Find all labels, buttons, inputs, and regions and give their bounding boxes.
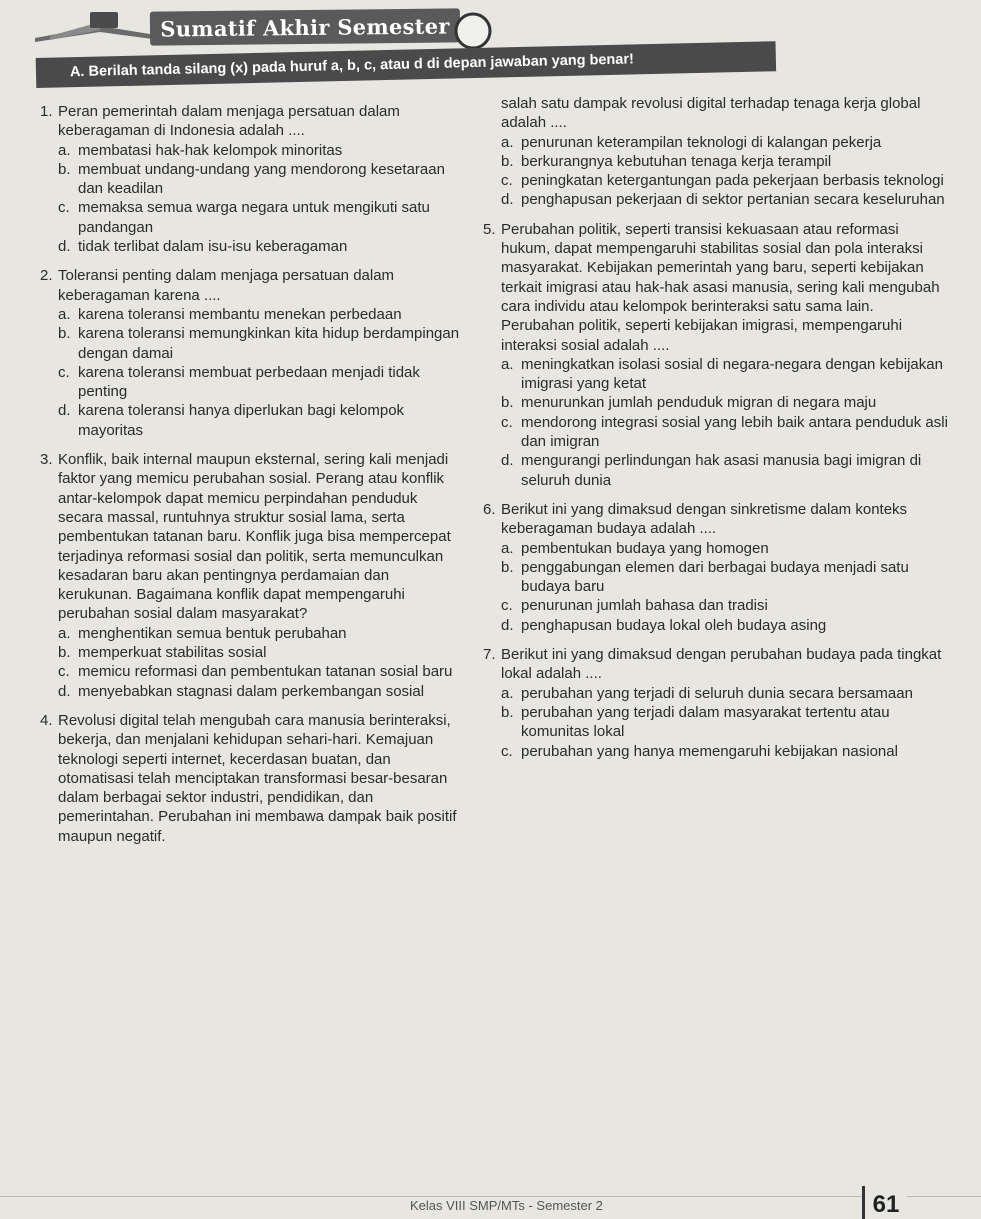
answer-option[interactable] (40, 682, 460, 701)
option-letter[interactable]: b. (501, 703, 514, 721)
option-text: pembentukan budaya yang homogen (521, 539, 769, 557)
option-text: karena toleransi hanya diperlukan bagi kelompok mayoritas (78, 402, 405, 439)
option-letter[interactable]: c. (501, 597, 513, 615)
answer-options (483, 133, 948, 210)
question-item (483, 500, 948, 635)
instruction-text: A. Berilah tanda silang (x) pada huruf a, b, c, atau d di depan jawaban yang benar! (36, 41, 776, 88)
option-text: penurunan keterampilan teknologi di kalangan pekerja (521, 133, 882, 151)
question-item (483, 220, 948, 490)
left-column (40, 102, 460, 856)
option-text: perubahan yang terjadi dalam masyarakat tertentu atau komunitas lokal (521, 703, 890, 741)
option-text: meningkatkan isolasi sosial di negara-negara dengan kebijakan imigrasi yang ketat (521, 355, 943, 393)
answer-option[interactable] (483, 171, 948, 190)
question-number: 2. (40, 267, 53, 285)
answer-option[interactable] (483, 684, 948, 703)
option-text: tidak terlibat dalam isu-isu keberagaman (78, 238, 348, 256)
option-text: menurunkan jumlah penduduk migran di negara maju (521, 394, 877, 412)
option-letter[interactable]: a. (58, 624, 71, 642)
answer-option[interactable] (40, 624, 460, 643)
answer-option[interactable] (483, 393, 948, 412)
answer-option[interactable] (40, 363, 460, 402)
answer-option[interactable] (40, 643, 460, 662)
answer-options (40, 305, 460, 440)
option-letter[interactable]: d. (58, 238, 71, 256)
option-letter[interactable]: c. (501, 413, 513, 431)
answer-option[interactable] (40, 160, 460, 199)
option-text: memaksa semua warga negara untuk mengikuti satu pandangan (78, 199, 430, 236)
option-text: karena toleransi membantu menekan perbedaan (78, 305, 402, 323)
question-text: Toleransi penting dalam menjaga persatuan dalam keberagaman karena .... (58, 267, 395, 304)
option-letter[interactable]: c. (501, 172, 513, 190)
question-item (483, 94, 948, 210)
option-letter[interactable]: b. (501, 152, 514, 170)
option-text: perubahan yang terjadi di seluruh dunia secara bersamaan (521, 684, 913, 702)
option-text: berkurangnya kebutuhan tenaga kerja terampil (521, 152, 832, 170)
question-number: 3. (40, 451, 53, 469)
question-number: 1. (40, 103, 53, 120)
option-text: penghapusan pekerjaan di sektor pertanian secara keseluruhan (521, 191, 945, 209)
circle-decoration (452, 10, 494, 52)
question-text: Perubahan politik, seperti transisi kekuasaan atau reformasi hukum, dapat mempengaruhi stabilitas sosial dan pola interaksi masyarakat. Kebijakan pemerintah yang baru, seperti kebijakan terkait imigrasi atau hak-hak asasi manusia, sering kali mengubah cara individu atau kelompok berinteraksi satu sama lain. Perubahan politik, seperti kebijakan imigrasi, mempengaruhi interaksi sosial adalah .... (501, 220, 940, 354)
option-text: mengurangi perlindungan hak asasi manusia bagi imigran di seluruh dunia (521, 452, 922, 489)
answer-option[interactable] (483, 539, 948, 558)
option-text: karena toleransi membuat perbedaan menjadi tidak penting (78, 363, 420, 401)
answer-option[interactable] (40, 237, 460, 256)
answer-options (40, 141, 460, 257)
footer-text: Kelas VIII SMP/MTs - Semester 2 (410, 1198, 603, 1213)
option-letter[interactable]: d. (501, 452, 514, 470)
question-text: Peran pemerintah dalam menjaga persatuan dalam keberagaman di Indonesia adalah .... (58, 103, 400, 140)
answer-option[interactable] (483, 703, 948, 742)
option-letter[interactable]: d. (58, 682, 71, 700)
question-text: Konflik, baik internal maupun eksternal, sering kali menjadi faktor yang memicu perubahan sosial. Perang atau konflik antar-kelompok dapat memicu perpindahan penduduk secara massal, runtuhnya struktur sosial lama, serta pembentukan tatanan baru. Konflik juga bisa mempercepat terjadinya reformasi sosial dan politik, serta memunculkan kesadaran baru akan pentingnya perdamaian dan kerukunan. Bagaimana konflik dapat mempengaruhi perubahan sosial dalam masyarakat? (58, 451, 451, 623)
question-item (483, 645, 948, 761)
option-letter[interactable]: a. (501, 539, 514, 557)
option-letter[interactable]: b. (58, 325, 71, 343)
answer-options (483, 355, 948, 490)
option-text: memicu reformasi dan pembentukan tatanan sosial baru (78, 663, 453, 681)
answer-option[interactable] (483, 413, 948, 452)
option-text: penurunan jumlah bahasa dan tradisi (521, 597, 768, 615)
answer-option[interactable] (483, 152, 948, 171)
option-letter[interactable]: a. (58, 305, 71, 323)
question-item (40, 450, 460, 701)
option-letter[interactable]: c. (58, 663, 70, 681)
question-item (40, 102, 460, 256)
question-text: Berikut ini yang dimaksud dengan perubahan budaya pada tingkat lokal adalah .... (501, 646, 942, 683)
option-text: membuat undang-undang yang mendorong kesetaraan dan keadilan (78, 160, 445, 198)
option-text: menghentikan semua bentuk perubahan (78, 624, 347, 642)
answer-option[interactable] (483, 133, 948, 152)
answer-option[interactable] (40, 324, 460, 363)
option-text: perubahan yang hanya memengaruhi kebijakan nasional (521, 742, 898, 760)
option-text: memperkuat stabilitas sosial (78, 644, 267, 662)
option-text: karena toleransi memungkinkan kita hidup berdampingan dengan damai (78, 325, 460, 362)
option-letter[interactable]: a. (501, 684, 514, 702)
option-letter[interactable]: b. (58, 644, 71, 662)
question-text: salah satu dampak revolusi digital terhadap tenaga kerja global adalah .... (501, 95, 921, 132)
question-number: 4. (40, 711, 53, 729)
answer-option[interactable] (40, 401, 460, 440)
answer-options (40, 624, 460, 701)
option-text: menyebabkan stagnasi dalam perkembangan sosial (78, 682, 425, 700)
option-letter[interactable]: d. (501, 616, 514, 634)
option-text: penggabungan elemen dari berbagai budaya menjadi satu budaya baru (521, 558, 909, 596)
option-text: peningkatan ketergantungan pada pekerjaan berbasis teknologi (521, 172, 944, 190)
answer-options (483, 539, 948, 635)
answer-options (483, 684, 948, 761)
option-letter[interactable]: b. (501, 558, 514, 576)
page-title: Sumatif Akhir Semester (150, 8, 460, 45)
answer-option[interactable] (40, 198, 460, 237)
question-item (40, 711, 460, 846)
option-letter[interactable]: c. (58, 363, 70, 381)
answer-option[interactable] (483, 355, 948, 394)
option-letter[interactable]: a. (58, 141, 71, 159)
answer-option[interactable] (483, 616, 948, 635)
question-number: 6. (483, 500, 496, 518)
option-text: mendorong integrasi sosial yang lebih baik antara penduduk asli dan imigran (521, 413, 948, 451)
answer-option[interactable] (40, 141, 460, 160)
answer-option[interactable] (40, 662, 460, 681)
option-text: penghapusan budaya lokal oleh budaya asing (521, 616, 827, 634)
option-letter[interactable]: b. (58, 160, 71, 178)
option-text: membatasi hak-hak kelompok minoritas (78, 141, 343, 159)
question-text: Revolusi digital telah mengubah cara manusia berinteraksi, bekerja, dan menjalani kehidupan sehari-hari. Kemajuan teknologi seperti internet, kecerdasan buatan, dan otomatisasi telah menciptakan transformasi besar-besaran dalam berbagai sektor industri, pendidikan, dan pemerintahan. Perubahan ini membawa dampak baik positif maupun negatif. (58, 711, 457, 845)
answer-option[interactable] (483, 558, 948, 597)
answer-option[interactable] (483, 596, 948, 615)
option-letter[interactable]: c. (58, 199, 70, 217)
page-number: 61 (862, 1186, 907, 1219)
option-letter[interactable]: d. (58, 402, 71, 420)
option-letter[interactable]: d. (501, 191, 514, 209)
answer-option[interactable] (483, 451, 948, 490)
footer-divider (0, 1196, 981, 1197)
question-number: 7. (483, 646, 496, 664)
option-letter[interactable]: c. (501, 742, 513, 760)
answer-option[interactable] (483, 190, 948, 209)
option-letter[interactable]: a. (501, 355, 514, 373)
answer-option[interactable] (483, 742, 948, 761)
right-column (483, 94, 948, 771)
question-item (40, 266, 460, 440)
question-number: 5. (483, 220, 496, 238)
question-text: Berikut ini yang dimaksud dengan sinkretisme dalam konteks keberagaman budaya adalah .... (501, 500, 908, 538)
option-letter[interactable]: b. (501, 394, 514, 412)
option-letter[interactable]: a. (501, 133, 514, 151)
answer-option[interactable] (40, 305, 460, 324)
